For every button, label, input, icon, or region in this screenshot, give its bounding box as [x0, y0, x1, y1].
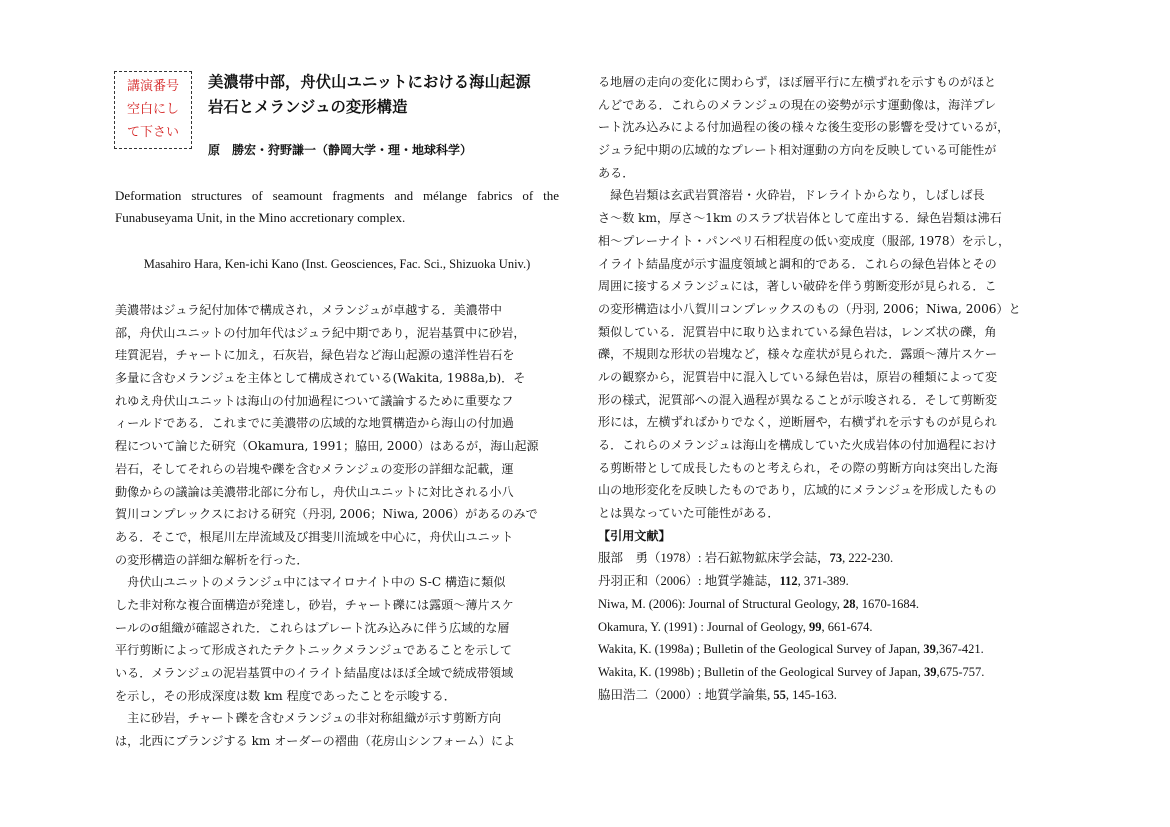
reference-pages: , 145-163.: [785, 687, 837, 702]
text-line: 類似している．泥質岩中に取り込まれている緑色岩は，レンズ状の礫，角: [598, 324, 997, 339]
text-line: 程について論じた研究（Okamura, 1991；脇田, 2000）はあるが，海山起源: [115, 439, 539, 454]
text-line: ある．そこで，根尾川左岸流域及び揖斐川流域を中心に，舟伏山ユニット: [115, 529, 514, 544]
text-line: 珪質泥岩，チャートに加え，石灰岩，緑色岩など海山起源の遠洋性岩石を: [115, 348, 515, 363]
text-line: 形には，左横ずればかりでなく，逆断層や，右横ずれを示すものが見られ: [598, 415, 997, 430]
stamp-line: て下さい: [126, 125, 179, 140]
english-authors: Masahiro Hara, Ken-ichi Kano (Inst. Geosciences, Fac. Sci., Shizuoka Univ.): [143, 257, 531, 271]
reference-volume: 39: [923, 642, 936, 657]
text-line: 相～プレーナイト・パンペリ石相程度の低い変成度（服部, 1978）を示し，: [598, 233, 1011, 248]
text-line: ート沈み込みによる付加過程の後の様々な後生変形の影響を受けているが，: [598, 120, 1010, 135]
reference-pages: , 222-230.: [842, 551, 894, 566]
text-line: れゆえ舟伏山ユニットは海山の付加過程について議論するために重要なフ: [115, 393, 514, 408]
reference-item: [598, 684, 1046, 707]
english-title: Deformation structures of seamount fragments and mélange fabrics of the Funabuseyama Unit, in the Mino accretionary complex.: [115, 188, 559, 225]
text-line: の変形構造の詳細な解析を行った．: [115, 552, 309, 567]
stamp-line: 空白にし: [126, 102, 179, 117]
paper-title-line: 岩石とメランジュの変形構造: [208, 98, 408, 116]
text-line: の変形構造は小八賀川コンプレックスのもの（丹羽, 2006；Niwa, 2006）と: [598, 301, 1021, 316]
text-line: イライト結晶度が示す温度領域と調和的である．これらの緑色岩体とその: [598, 256, 997, 271]
reference-item: [598, 638, 1046, 661]
reference-citation: Wakita, K. (1998a) ; Bulletin of the Geological Survey of Japan,: [598, 642, 924, 657]
reference-pages: ,675-757.: [936, 664, 985, 679]
text-line: とは異なっていた可能性がある．: [598, 506, 780, 521]
text-line: した非対称な複合面構造が発達し，砂岩，チャート礫には露頭～薄片スケ: [115, 597, 514, 612]
reference-citation: Okamura, Y. (1991) : Journal of Geology,: [598, 619, 809, 634]
text-line: 美濃帯はジュラ紀付加体で構成され，メランジュが卓越する．美濃帯中: [115, 303, 502, 317]
right-column-body: [598, 71, 1046, 706]
text-line: 周囲に接するメランジュには，著しい破砕を伴う剪断変形が見られる．こ: [598, 279, 997, 294]
paper-title: [208, 70, 568, 120]
reference-volume: 73: [829, 551, 843, 566]
reference-volume: 99: [808, 619, 822, 634]
reference-citation: 丹羽正和（2006）: 地質学雑誌，: [598, 574, 780, 589]
reference-volume: 39: [924, 664, 937, 679]
text-line: 山の地形変化を反映したものであり，広域的にメランジュを形成したもの: [598, 483, 997, 498]
text-line: 賀川コンプレックスにおける研究（丹羽, 2006；Niwa, 2006）があるのみで: [115, 507, 538, 522]
reference-list: [598, 547, 1046, 706]
text-line: は，北西にプランジする km オーダーの褶曲（花房山シンフォーム）によ: [115, 734, 516, 749]
text-line: 動像からの議論は美濃帯北部に分布し，舟伏山ユニットに対比される小八: [115, 484, 514, 499]
reference-item: [598, 547, 1046, 570]
reference-pages: ,367-421.: [935, 642, 984, 657]
reference-item: [598, 570, 1046, 593]
reference-item: [598, 593, 1046, 616]
reference-item: [598, 661, 1046, 684]
reference-item: [598, 616, 1046, 639]
text-line: ィールドである．これまでに美濃帯の広域的な地質構造から海山の付加過: [115, 416, 514, 431]
reference-pages: , 1670-1684.: [855, 596, 920, 611]
text-line: んどである．これらのメランジュの現在の姿勢が示す運動像は，海洋プレ: [598, 97, 997, 112]
reference-citation: 服部 勇（1978）: 岩石鉱物鉱床学会誌，: [598, 551, 830, 566]
text-line: 多量に含むメランジュを主体として構成されている(Wakita, 1988a,b)．そ: [115, 371, 526, 386]
text-line: ルの観察から，泥質岩中に混入している緑色岩は，原岩の種類によって変: [598, 369, 998, 384]
text-line: 主に砂岩，チャート礫を含むメランジュの非対称組織が示す剪断方向: [115, 711, 502, 726]
text-line: ールのσ組織が確認された．これらはプレート沈み込みに伴う広域的な層: [115, 620, 510, 635]
reference-volume: 28: [842, 596, 856, 611]
lecture-number-box: [114, 71, 192, 149]
paper-title-line: 美濃帯中部，舟伏山ユニットにおける海山起源: [208, 73, 531, 91]
text-line: いる．メランジュの泥岩基質中のイライト結晶度はほぼ全域で続成帯領域: [115, 666, 514, 680]
text-line: 緑色岩類は玄武岩質溶岩・火砕岩，ドレライトからなり，しばしば長: [598, 188, 985, 203]
references-heading: 【引用文献】: [598, 528, 671, 543]
reference-citation: 脇田浩二（2000）: 地質学論集,: [598, 687, 774, 702]
text-line: る地層の走向の変化に関わらず，ほぼ層平行に左横ずれを示すものがほと: [598, 75, 997, 89]
stamp-line: 講演番号: [126, 79, 179, 94]
text-line: 平行剪断によって形成されたテクトニックメランジュであることを示して: [115, 643, 512, 658]
text-line: さ～数 km，厚さ～1km のスラブ状岩体として産出する．緑色岩類は沸石: [598, 211, 1002, 226]
text-line: る．これらのメランジュは海山を構成していた火成岩体の付加過程におけ: [598, 438, 997, 452]
text-line: ある．: [598, 165, 635, 180]
right-column-text: [598, 71, 1046, 525]
reference-citation: Niwa, M. (2006): Journal of Structural Geology,: [598, 596, 843, 611]
text-line: 舟伏山ユニットのメランジュ中にはマイロナイト中の S-C 構造に類似: [115, 575, 506, 590]
left-column-body: [115, 299, 563, 753]
reference-citation: Wakita, K. (1998b) ; Bulletin of the Geological Survey of Japan,: [598, 664, 925, 679]
reference-pages: , 371-389.: [797, 574, 849, 589]
reference-volume: 112: [779, 574, 798, 589]
reference-volume: 55: [773, 687, 786, 702]
text-line: 形の様式，泥質部への混入過程が異なることが示唆される．そして剪断変: [598, 392, 998, 407]
text-line: る剪断帯として成長したものと考えられ，その際の剪断方向は突出した海: [598, 460, 998, 475]
text-line: ジュラ紀中期の広域的なプレート相対運動の方向を反映している可能性が: [598, 143, 997, 158]
text-line: を示し，その形成深度は数 km 程度であったことを示唆する．: [115, 688, 456, 703]
text-line: 部，舟伏山ユニットの付加年代はジュラ紀中期であり，泥岩基質中に砂岩，: [115, 325, 526, 340]
authors-japanese: 原 勝宏・狩野謙一（静岡大学・理・地球科学）: [208, 143, 473, 157]
text-line: 岩石，そしてそれらの岩塊や礫を含むメランジュの変形の詳細な記載，運: [115, 461, 514, 476]
reference-pages: , 661-674.: [821, 619, 873, 634]
text-line: 礫，不規則な形状の岩塊など，様々な産状が見られた．露頭～薄片スケー: [598, 347, 998, 362]
